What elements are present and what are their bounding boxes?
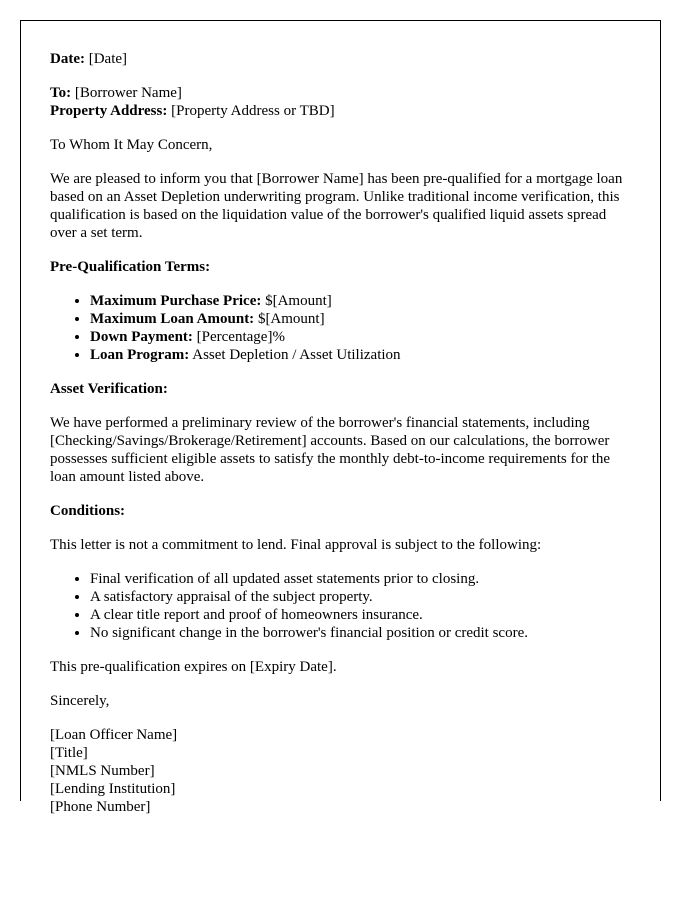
list-item bbox=[90, 310, 631, 328]
property-label: Property Address: bbox=[50, 103, 168, 119]
date-value: [Date] bbox=[88, 51, 128, 67]
conditions-heading-text: Conditions: bbox=[50, 503, 126, 519]
term-value: $[Amount] bbox=[257, 311, 325, 327]
signature-line: [NMLS Number] bbox=[50, 763, 155, 779]
term-label: Down Payment: bbox=[90, 329, 193, 345]
asset-verification-heading bbox=[50, 380, 631, 398]
list-item: • No significant change in the borrower's financial position or credit score. bbox=[90, 624, 631, 642]
signature-block bbox=[50, 726, 631, 816]
signature-line: [Lending Institution] bbox=[50, 781, 176, 797]
signature-line: [Phone Number] bbox=[50, 799, 151, 815]
property-line bbox=[50, 102, 631, 120]
conditions-list bbox=[50, 570, 631, 642]
asset-verification-body: We have performed a preliminary review of the borrower's financial statements, including [Checking/Savings/Brokerage/Retirement] accounts. Based on our calculations, the borrower possesses sufficient eligible assets to satisfy the monthly debt-to-income requirements for the loan amount listed above. bbox=[50, 415, 611, 485]
list-item bbox=[90, 292, 631, 310]
property-value: [Property Address or TBD] bbox=[171, 103, 335, 119]
term-value: $[Amount] bbox=[265, 293, 332, 309]
asset-verification-heading-text: Asset Verification: bbox=[50, 381, 168, 397]
list-item bbox=[90, 328, 631, 346]
date-line bbox=[50, 50, 631, 68]
expiry-line: This pre-qualification expires on [Expiry Date]. bbox=[50, 659, 337, 675]
term-value: [Percentage]% bbox=[196, 329, 285, 345]
terms-heading-text: Pre-Qualification Terms: bbox=[50, 259, 211, 275]
signature-line: [Title] bbox=[50, 745, 88, 761]
letter-content bbox=[21, 21, 660, 816]
to-line bbox=[50, 84, 631, 102]
conditions-intro: This letter is not a commitment to lend. Final approval is subject to the following: bbox=[50, 537, 542, 553]
terms-list bbox=[50, 292, 631, 364]
signature-line: [Loan Officer Name] bbox=[50, 727, 178, 743]
to-value: [Borrower Name] bbox=[74, 85, 182, 101]
term-label: Maximum Purchase Price: bbox=[90, 293, 262, 309]
term-label: Loan Program: bbox=[90, 347, 190, 363]
intro-paragraph: We are pleased to inform you that [Borrower Name] has been pre-qualified for a mortgage loan based on an Asset Depletion underwriting program. Unlike traditional income verification, this qualification is based on the liquidation value of the borrower's qualified liquid assets spread over a set term. bbox=[50, 171, 623, 241]
to-label: To: bbox=[50, 85, 72, 101]
salutation: To Whom It May Concern, bbox=[50, 137, 213, 153]
term-value: Asset Depletion / Asset Utilization bbox=[192, 347, 401, 363]
list-item: • A satisfactory appraisal of the subject property. bbox=[90, 588, 631, 606]
conditions-heading bbox=[50, 502, 631, 520]
list-item: • Final verification of all updated asset statements prior to closing. bbox=[90, 570, 631, 588]
closing-line: Sincerely, bbox=[50, 693, 110, 709]
term-label: Maximum Loan Amount: bbox=[90, 311, 255, 327]
terms-heading bbox=[50, 258, 631, 276]
letter-page bbox=[20, 20, 661, 815]
list-item bbox=[90, 346, 631, 364]
date-label: Date: bbox=[50, 51, 85, 67]
list-item: • A clear title report and proof of homeowners insurance. bbox=[90, 606, 631, 624]
